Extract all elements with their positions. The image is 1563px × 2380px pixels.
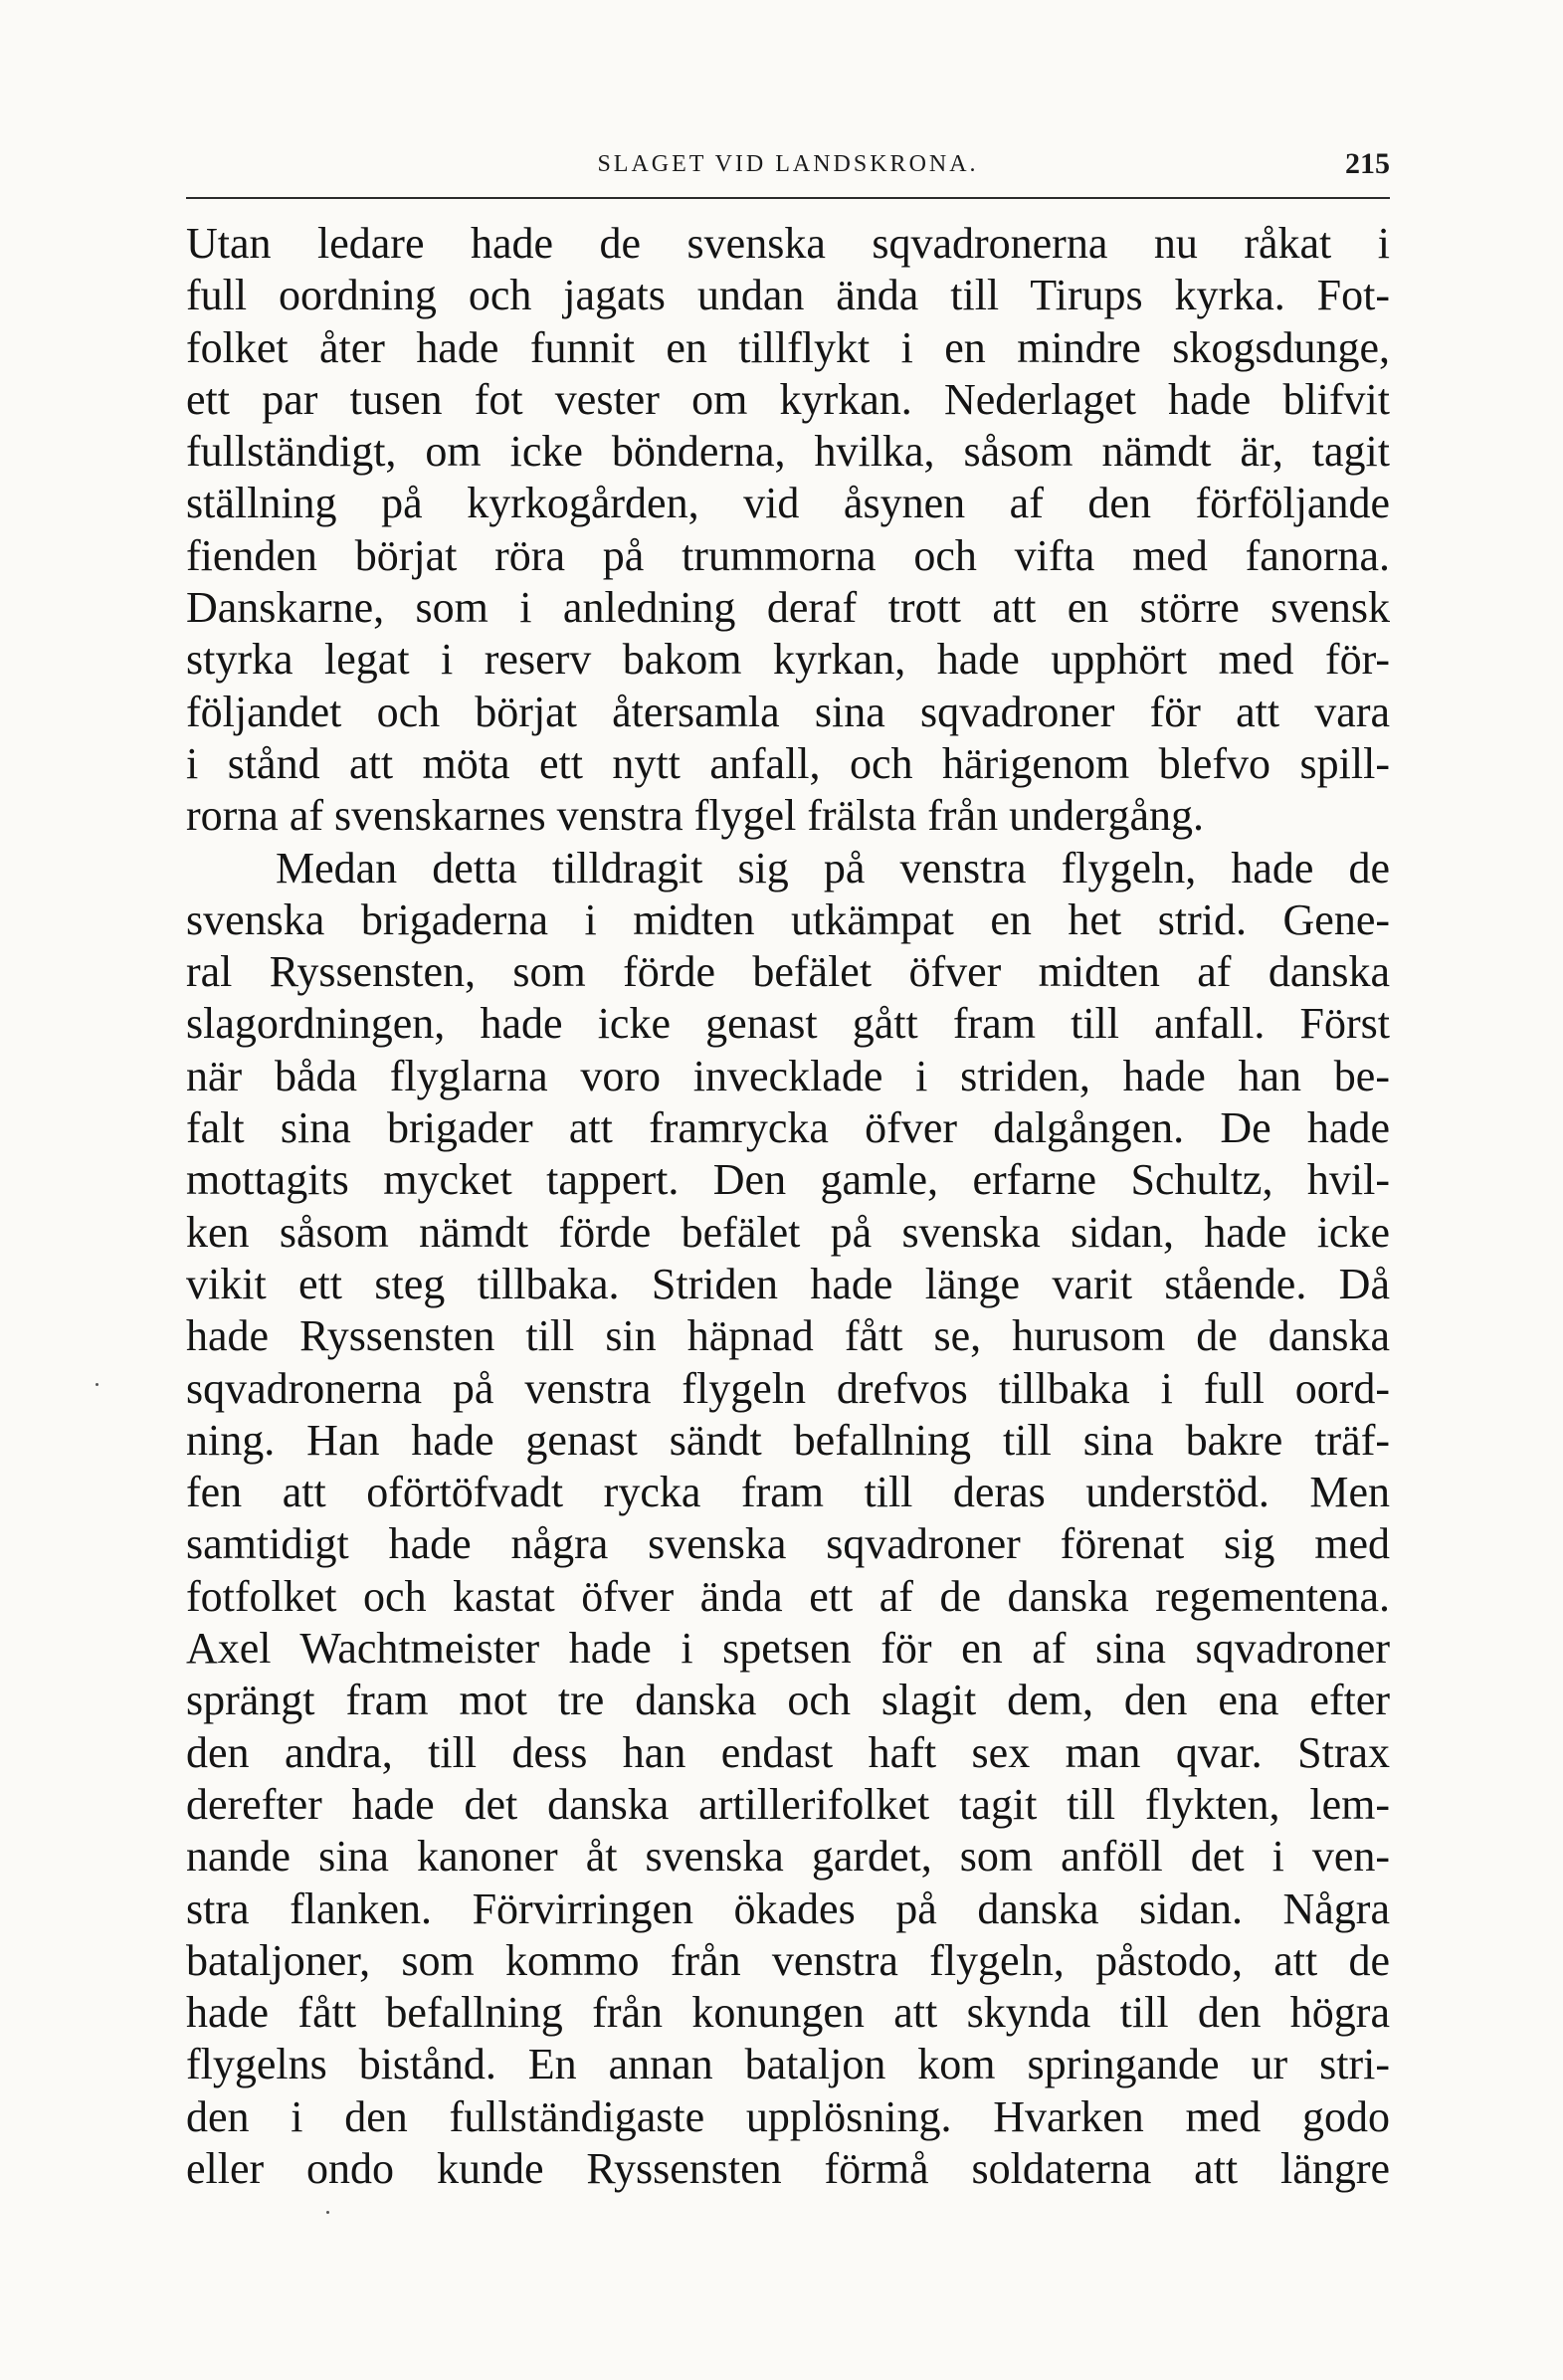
text-line: fullständigt, om icke bönderna, hvilka, såsom nämdt är, tagit: [186, 427, 1390, 477]
text-line: ken såsom nämdt förde befälet på svenska sidan, hade icke: [186, 1207, 1390, 1257]
text-line: när båda flyglarna voro invecklade i striden, hade han be-: [186, 1051, 1390, 1100]
text-line: slagordningen, hade icke genast gått fram till anfall. Först: [186, 999, 1390, 1049]
running-title: SLAGET VID LANDSKRONA.: [597, 151, 979, 177]
page-number: 215: [1345, 147, 1390, 180]
text-line: Utan ledare hade de svenska sqvadronerna nu råkat i: [186, 219, 1390, 268]
text-line: falt sina brigader att framrycka öfver dalgången. De hade: [186, 1103, 1390, 1153]
header-rule: [186, 197, 1390, 199]
paper-speck: [326, 2211, 329, 2214]
body-text: [186, 218, 1390, 2195]
paper-speck: [96, 1383, 98, 1386]
text-line: ställning på kyrkogården, vid åsynen af den förföljande: [186, 479, 1390, 528]
text-line: fen att oförtöfvadt rycka fram till deras understöd. Men: [186, 1468, 1390, 1517]
text-line: stra flanken. Förvirringen ökades på danska sidan. Några: [186, 1884, 1390, 1933]
text-line: fienden börjat röra på trummorna och vifta med fanorna.: [186, 530, 1390, 580]
text-line: rorna af svenskarnes venstra flygel frälsta från undergång.: [186, 791, 1204, 841]
text-line: folket åter hade funnit en tillflykt i en mindre skogsdunge,: [186, 322, 1390, 372]
text-line: ett par tusen fot vester om kyrkan. Nederlaget hade blifvit: [186, 374, 1390, 424]
text-line: flygelns bistånd. En annan bataljon kom springande ur stri-: [186, 2040, 1390, 2089]
text-line: Axel Wachtmeister hade i spetsen för en af sina sqvadroner: [186, 1624, 1390, 1674]
text-line: ning. Han hade genast sändt befallning till sina bakre träf-: [186, 1415, 1390, 1465]
text-line: styrka legat i reserv bakom kyrkan, hade upphört med för-: [186, 635, 1390, 685]
text-line: nande sina kanoner åt svenska gardet, som anföll det i ven-: [186, 1832, 1390, 1882]
text-line-paragraph-start: Medan detta tilldragit sig på venstra flygeln, hade de: [276, 843, 1390, 892]
text-line: eller ondo kunde Ryssensten förmå soldaterna att längre: [186, 2143, 1390, 2193]
text-line: svenska brigaderna i midten utkämpat en het strid. Gene-: [186, 894, 1390, 944]
text-line: Danskarne, som i anledning deraf trott att en större svensk: [186, 583, 1390, 633]
text-line: sprängt fram mot tre danska och slagit dem, den ena efter: [186, 1676, 1390, 1725]
text-line: bataljoner, som kommo från venstra flygeln, påstodo, att de: [186, 1935, 1390, 1985]
text-line: full oordning och jagats undan ända till Tirups kyrka. Fot-: [186, 271, 1390, 320]
text-line: fotfolket och kastat öfver ända ett af de danska regementena.: [186, 1571, 1390, 1621]
text-line: den andra, till dess han endast haft sex man qvar. Strax: [186, 1727, 1390, 1777]
running-head: [186, 143, 1390, 183]
text-line: vikit ett steg tillbaka. Striden hade länge varit stående. Då: [186, 1259, 1390, 1308]
text-line: den i den fullständigaste upplösning. Hvarken med godo: [186, 2091, 1390, 2141]
text-line: i stånd att möta ett nytt anfall, och härigenom blefvo spill-: [186, 738, 1390, 788]
text-line: mottagits mycket tappert. Den gamle, erfarne Schultz, hvil-: [186, 1155, 1390, 1205]
text-line: följandet och börjat återsamla sina sqvadroner för att vara: [186, 687, 1390, 736]
text-line: hade Ryssensten till sin häpnad fått se, hurusom de danska: [186, 1311, 1390, 1361]
text-line: hade fått befallning från konungen att skynda till den högra: [186, 1988, 1390, 2038]
text-line: samtidigt hade några svenska sqvadroner förenat sig med: [186, 1519, 1390, 1569]
text-line: ral Ryssensten, som förde befälet öfver midten af danska: [186, 947, 1390, 997]
text-line: derefter hade det danska artillerifolket tagit till flykten, lem-: [186, 1779, 1390, 1829]
text-line: sqvadronerna på venstra flygeln drefvos tillbaka i full oord-: [186, 1363, 1390, 1413]
